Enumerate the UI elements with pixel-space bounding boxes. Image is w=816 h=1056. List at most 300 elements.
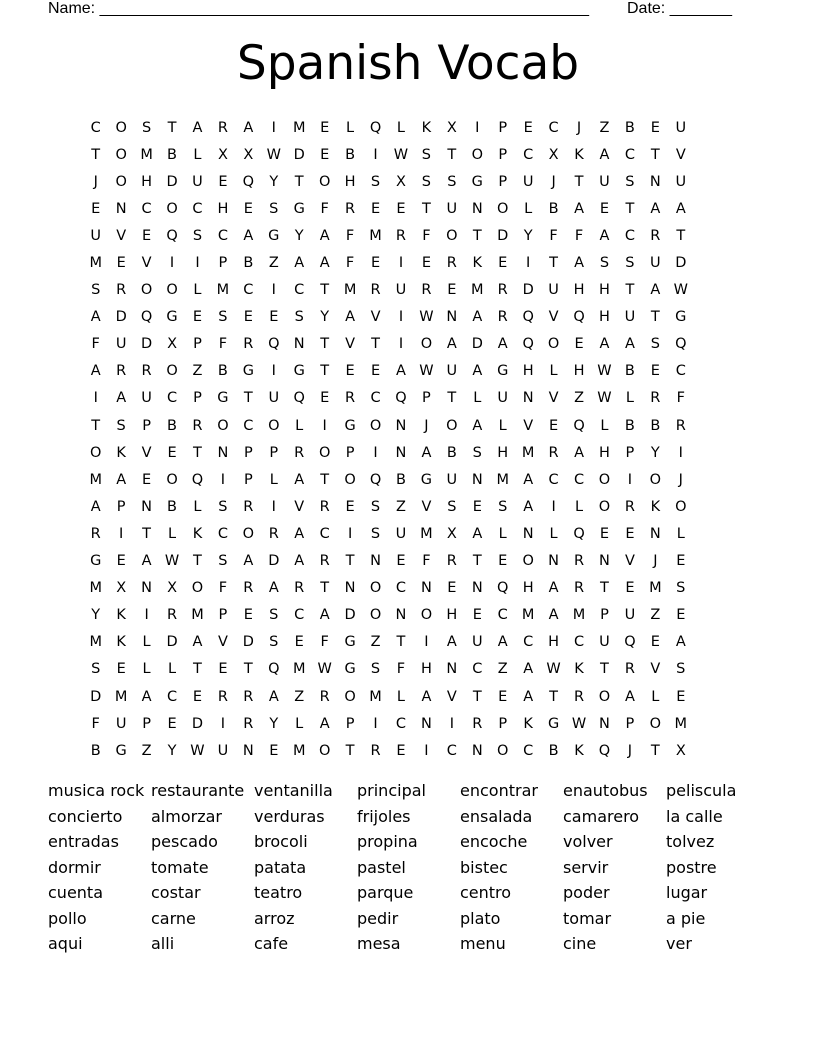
grid-letter: Q [395, 390, 407, 407]
grid-letter: R [243, 688, 254, 705]
grid-letter: Q [573, 525, 585, 542]
grid-letter: P [142, 417, 151, 434]
grid-letter: Z [396, 498, 406, 515]
word-bank-item: carne [151, 908, 196, 928]
grid-letter: L [600, 417, 609, 434]
word-bank-item: frijoles [357, 806, 411, 826]
grid-letter: Z [141, 742, 152, 759]
grid-letter: M [521, 607, 535, 624]
grid-letter: A [599, 336, 610, 353]
grid-letter: O [166, 282, 178, 299]
grid-letter: A [268, 580, 279, 597]
grid-letter: T [650, 146, 660, 163]
grid-letter: U [217, 742, 229, 759]
grid-letter: X [446, 525, 457, 542]
grid-letter: E [167, 715, 177, 732]
grid-letter: I [373, 715, 378, 732]
grid-letter: R [243, 715, 254, 732]
grid-letter: I [449, 715, 454, 732]
grid-letter: E [370, 200, 381, 217]
grid-letter: C [446, 742, 457, 759]
grid-letter: K [116, 607, 126, 624]
grid-letter: R [345, 200, 356, 217]
grid-letter: O [497, 742, 509, 759]
grid-letter: M [572, 607, 586, 624]
grid-letter: A [243, 119, 254, 136]
grid-letter: P [422, 390, 431, 407]
grid-letter: J [576, 119, 582, 136]
grid-letter: T [320, 336, 330, 353]
grid-row [83, 412, 733, 439]
grid-letter: Q [242, 173, 255, 190]
word-bank-item: lugar [666, 883, 708, 902]
grid-letter: Y [650, 444, 660, 461]
grid-letter: T [600, 580, 609, 597]
grid-letter: S [472, 444, 482, 461]
grid-letter: D [497, 227, 509, 244]
grid-letter: L [142, 634, 151, 651]
grid-letter: W [190, 742, 205, 759]
grid-letter: X [446, 119, 457, 136]
grid-letter: G [90, 553, 102, 570]
grid-letter: T [320, 282, 330, 299]
grid-letter: T [650, 309, 660, 326]
grid-letter: N [471, 580, 483, 597]
word-bank-item: dormir [48, 857, 101, 877]
grid-letter: O [115, 119, 127, 136]
word-bank-item: menu [460, 934, 506, 953]
grid-letter: P [625, 715, 635, 732]
grid-letter: P [345, 715, 355, 732]
word-bank-item: concierto [48, 806, 123, 826]
grid-letter: U [115, 715, 127, 732]
grid-letter: A [268, 688, 279, 705]
grid-letter: S [192, 227, 203, 244]
grid-letter: A [624, 688, 635, 705]
grid-letter: U [141, 390, 152, 407]
grid-letter: Q [166, 227, 178, 244]
grid-letter: A [523, 471, 534, 488]
grid-letter: R [294, 580, 305, 597]
grid-letter: A [319, 227, 330, 244]
grid-letter: C [675, 363, 686, 380]
grid-letter: E [498, 688, 508, 705]
grid-letter: E [447, 282, 457, 299]
grid-letter: O [522, 553, 534, 570]
grid-letter: Q [497, 580, 509, 597]
grid-letter: E [192, 688, 203, 705]
grid-letter: U [650, 255, 661, 272]
grid-row [83, 493, 733, 520]
grid-letter: R [319, 688, 330, 705]
grid-letter: J [678, 471, 683, 488]
grid-letter: O [369, 607, 382, 624]
grid-letter: T [142, 525, 152, 542]
grid-letter: E [142, 227, 152, 244]
grid-letter: C [141, 200, 152, 217]
grid-row [83, 141, 733, 168]
grid-letter: I [424, 742, 429, 759]
grid-letter: X [243, 146, 254, 163]
grid-letter: L [193, 146, 202, 163]
grid-letter: O [649, 715, 662, 732]
grid-letter: O [675, 498, 687, 515]
grid-letter: Q [293, 390, 305, 407]
grid-letter: E [421, 255, 431, 272]
grid-letter: R [116, 363, 127, 380]
grid-letter: I [271, 282, 276, 299]
grid-letter: K [574, 742, 584, 759]
grid-letter: E [167, 444, 177, 461]
grid-letter: M [292, 742, 306, 759]
grid-letter: P [193, 390, 202, 407]
grid-letter: U [395, 282, 407, 299]
grid-letter: A [243, 553, 254, 570]
grid-letter: K [574, 661, 584, 678]
grid-letter: S [269, 607, 279, 624]
grid-letter: L [549, 363, 558, 380]
grid-letter: A [294, 525, 305, 542]
grid-letter: Z [650, 607, 661, 624]
grid-letter: F [396, 661, 406, 678]
grid-letter: T [345, 553, 355, 570]
grid-letter: C [243, 282, 254, 299]
grid-letter: S [91, 282, 101, 299]
grid-letter: D [242, 634, 254, 651]
grid-letter: E [320, 146, 330, 163]
grid-letter: Q [522, 336, 534, 353]
grid-letter: T [193, 661, 202, 678]
grid-letter: T [447, 146, 457, 163]
grid-letter: W [419, 363, 434, 380]
grid-letter: R [319, 553, 330, 570]
grid-letter: Q [598, 742, 611, 759]
grid-letter: Z [497, 661, 508, 678]
grid-letter: G [344, 417, 356, 434]
word-bank-item: centro [460, 883, 512, 902]
grid-letter: O [191, 580, 204, 597]
grid-letter: L [346, 119, 355, 136]
grid-letter: A [345, 309, 356, 326]
grid-letter: L [295, 417, 304, 434]
grid-letter: H [573, 363, 585, 380]
grid-letter: I [322, 417, 327, 434]
grid-letter: G [166, 309, 178, 326]
grid-letter: M [140, 146, 153, 163]
grid-letter: J [93, 173, 98, 190]
word-bank-item: cine [563, 934, 597, 953]
grid-letter: M [649, 580, 662, 597]
grid-letter: I [526, 255, 531, 272]
grid-letter: U [675, 173, 687, 190]
grid-letter: Z [574, 390, 584, 407]
grid-letter: Z [192, 363, 203, 380]
grid-letter: T [472, 688, 482, 705]
grid-letter: M [216, 282, 230, 299]
grid-letter: Q [369, 471, 382, 488]
grid-letter: C [217, 227, 228, 244]
grid-letter: T [243, 390, 253, 407]
grid-letter: C [243, 417, 254, 434]
grid-letter: O [598, 498, 611, 515]
word-bank-item: enautobus [563, 781, 648, 800]
grid-letter: E [498, 553, 508, 570]
grid-letter: E [116, 553, 126, 570]
grid-letter: N [141, 580, 153, 597]
word-bank-item: brocoli [254, 832, 308, 851]
grid-letter: A [497, 634, 508, 651]
grid-letter: E [676, 607, 686, 624]
grid-letter: S [676, 661, 686, 678]
grid-letter: A [548, 580, 559, 597]
grid-letter: T [167, 119, 177, 136]
grid-letter: A [90, 498, 101, 515]
grid-letter: H [446, 607, 458, 624]
grid-letter: M [471, 282, 484, 299]
grid-letter: X [167, 580, 177, 597]
grid-letter: N [344, 580, 356, 597]
grid-letter: N [395, 417, 407, 434]
grid-letter: A [446, 634, 457, 651]
grid-letter: V [675, 146, 686, 163]
word-search-grid [83, 114, 733, 764]
word-bank-item: pescado [151, 832, 218, 851]
grid-letter: A [650, 200, 661, 217]
grid-letter: V [650, 661, 661, 678]
grid-letter: M [369, 227, 382, 244]
grid-letter: F [676, 390, 685, 407]
grid-letter: M [292, 661, 306, 678]
grid-letter: O [369, 580, 382, 597]
grid-letter: R [497, 309, 508, 326]
grid-letter: S [218, 553, 228, 570]
grid-letter: K [116, 634, 126, 651]
grid-letter: I [271, 363, 276, 380]
grid-row [83, 710, 733, 737]
grid-letter: U [446, 471, 458, 488]
grid-letter: R [370, 742, 381, 759]
grid-letter: N [217, 444, 229, 461]
grid-letter: N [649, 525, 661, 542]
grid-letter: T [625, 200, 635, 217]
grid-letter: Y [269, 173, 279, 190]
grid-letter: S [116, 417, 126, 434]
grid-letter: K [192, 525, 203, 542]
grid-letter: M [89, 255, 102, 272]
grid-letter: R [345, 390, 356, 407]
grid-letter: E [243, 309, 253, 326]
grid-letter: O [318, 742, 331, 759]
grid-row [83, 520, 733, 547]
grid-letter: X [396, 173, 406, 190]
grid-letter: K [650, 498, 661, 515]
grid-letter: E [116, 661, 126, 678]
grid-letter: G [268, 227, 280, 244]
grid-letter: H [522, 363, 534, 380]
grid-letter: T [625, 282, 635, 299]
grid-letter: E [269, 742, 279, 759]
grid-row [83, 683, 733, 710]
grid-letter: V [523, 417, 534, 434]
word-bank-item: encontrar [460, 781, 538, 800]
grid-letter: E [370, 363, 381, 380]
grid-letter: E [345, 498, 355, 515]
grid-letter: M [89, 471, 102, 488]
grid-letter: B [345, 146, 356, 163]
word-bank-item: almorzar [151, 806, 222, 826]
grid-letter: K [574, 146, 584, 163]
grid-letter: B [650, 417, 661, 434]
grid-row [83, 168, 733, 195]
grid-letter: S [91, 661, 101, 678]
grid-letter: I [373, 146, 378, 163]
grid-letter: A [421, 444, 432, 461]
grid-letter: P [218, 255, 228, 272]
grid-letter: G [675, 309, 687, 326]
grid-letter: D [522, 282, 534, 299]
grid-row [83, 466, 733, 493]
grid-letter: G [497, 363, 509, 380]
grid-letter: H [548, 634, 560, 651]
grid-letter: R [319, 498, 330, 515]
grid-letter: Z [599, 119, 610, 136]
grid-letter: O [649, 471, 662, 488]
grid-letter: S [294, 309, 304, 326]
grid-letter: T [421, 200, 431, 217]
grid-letter: Z [268, 255, 279, 272]
grid-letter: R [421, 282, 432, 299]
grid-letter: C [395, 580, 407, 597]
grid-letter: M [674, 715, 688, 732]
grid-letter: Q [140, 309, 153, 326]
word-bank-item: la calle [666, 806, 723, 826]
word-bank-item: arroz [254, 908, 295, 928]
grid-letter: A [319, 715, 330, 732]
grid-letter: A [574, 200, 584, 217]
grid-letter: M [496, 471, 509, 488]
grid-letter: T [472, 553, 482, 570]
grid-letter: A [497, 336, 508, 353]
grid-letter: R [624, 661, 635, 678]
grid-letter: T [676, 227, 686, 244]
grid-letter: M [420, 525, 433, 542]
grid-letter: S [370, 498, 381, 515]
grid-row [83, 358, 733, 385]
grid-letter: O [115, 146, 127, 163]
grid-letter: I [398, 336, 404, 353]
grid-letter: F [320, 200, 329, 217]
grid-letter: F [422, 227, 431, 244]
grid-letter: Y [320, 309, 330, 326]
grid-letter: C [90, 119, 101, 136]
grid-letter: R [497, 282, 508, 299]
grid-row [83, 331, 733, 358]
word-bank-item: ventanilla [254, 781, 333, 800]
grid-letter: E [676, 688, 686, 705]
grid-letter: O [497, 200, 509, 217]
grid-letter: Y [91, 607, 101, 624]
grid-letter: R [217, 119, 228, 136]
grid-letter: J [627, 742, 633, 759]
grid-letter: M [343, 282, 357, 299]
grid-letter: L [269, 471, 278, 488]
grid-letter: N [395, 607, 407, 624]
grid-letter: C [523, 634, 534, 651]
grid-row [83, 575, 733, 602]
grid-letter: R [548, 444, 559, 461]
grid-letter: Y [167, 742, 177, 759]
grid-letter: O [547, 336, 560, 353]
grid-letter: U [192, 173, 203, 190]
grid-letter: A [548, 607, 559, 624]
word-bank-item: tomate [151, 857, 209, 877]
grid-letter: U [446, 200, 458, 217]
grid-letter: V [548, 390, 559, 407]
grid-letter: I [93, 390, 98, 407]
grid-letter: L [142, 661, 151, 678]
grid-letter: Q [369, 119, 382, 136]
word-bank-item: costar [151, 883, 201, 902]
grid-letter: I [169, 255, 175, 272]
grid-letter: F [345, 227, 355, 244]
grid-letter: T [600, 661, 609, 678]
word-bank-item: aqui [48, 934, 83, 953]
grid-letter: L [167, 525, 177, 542]
grid-letter: C [523, 742, 534, 759]
grid-letter: V [141, 255, 152, 272]
grid-letter: G [217, 390, 229, 407]
grid-letter: N [446, 661, 458, 678]
grid-letter: L [625, 390, 634, 407]
word-bank-item: peliscula [666, 781, 737, 800]
grid-letter: A [319, 255, 330, 272]
grid-letter: S [650, 336, 660, 353]
grid-letter: C [395, 715, 407, 732]
grid-letter: Y [269, 715, 279, 732]
grid-letter: A [141, 688, 152, 705]
grid-letter: A [472, 363, 483, 380]
grid-letter: S [269, 634, 279, 651]
grid-letter: U [115, 336, 127, 353]
grid-letter: P [600, 607, 609, 624]
grid-letter: Y [523, 227, 533, 244]
grid-letter: T [447, 390, 457, 407]
grid-letter: C [294, 282, 305, 299]
grid-letter: D [268, 553, 280, 570]
grid-letter: A [523, 661, 534, 678]
grid-letter: O [420, 607, 433, 624]
word-bank-item: pollo [48, 908, 87, 928]
grid-letter: N [293, 336, 305, 353]
grid-letter: C [166, 390, 178, 407]
grid-letter: C [573, 471, 585, 488]
grid-letter: H [599, 282, 610, 299]
grid-letter: G [344, 634, 356, 651]
grid-letter: I [195, 255, 200, 272]
grid-letter: T [320, 580, 330, 597]
grid-letter: V [421, 498, 432, 515]
grid-letter: H [599, 309, 610, 326]
grid-letter: F [345, 255, 355, 272]
grid-letter: N [649, 173, 661, 190]
grid-letter: N [141, 498, 153, 515]
word-bank-item: musica rock [48, 781, 145, 800]
grid-letter: L [498, 417, 507, 434]
grid-letter: V [548, 309, 559, 326]
grid-letter: I [373, 444, 378, 461]
grid-letter: M [89, 634, 102, 651]
grid-letter: E [599, 525, 610, 542]
